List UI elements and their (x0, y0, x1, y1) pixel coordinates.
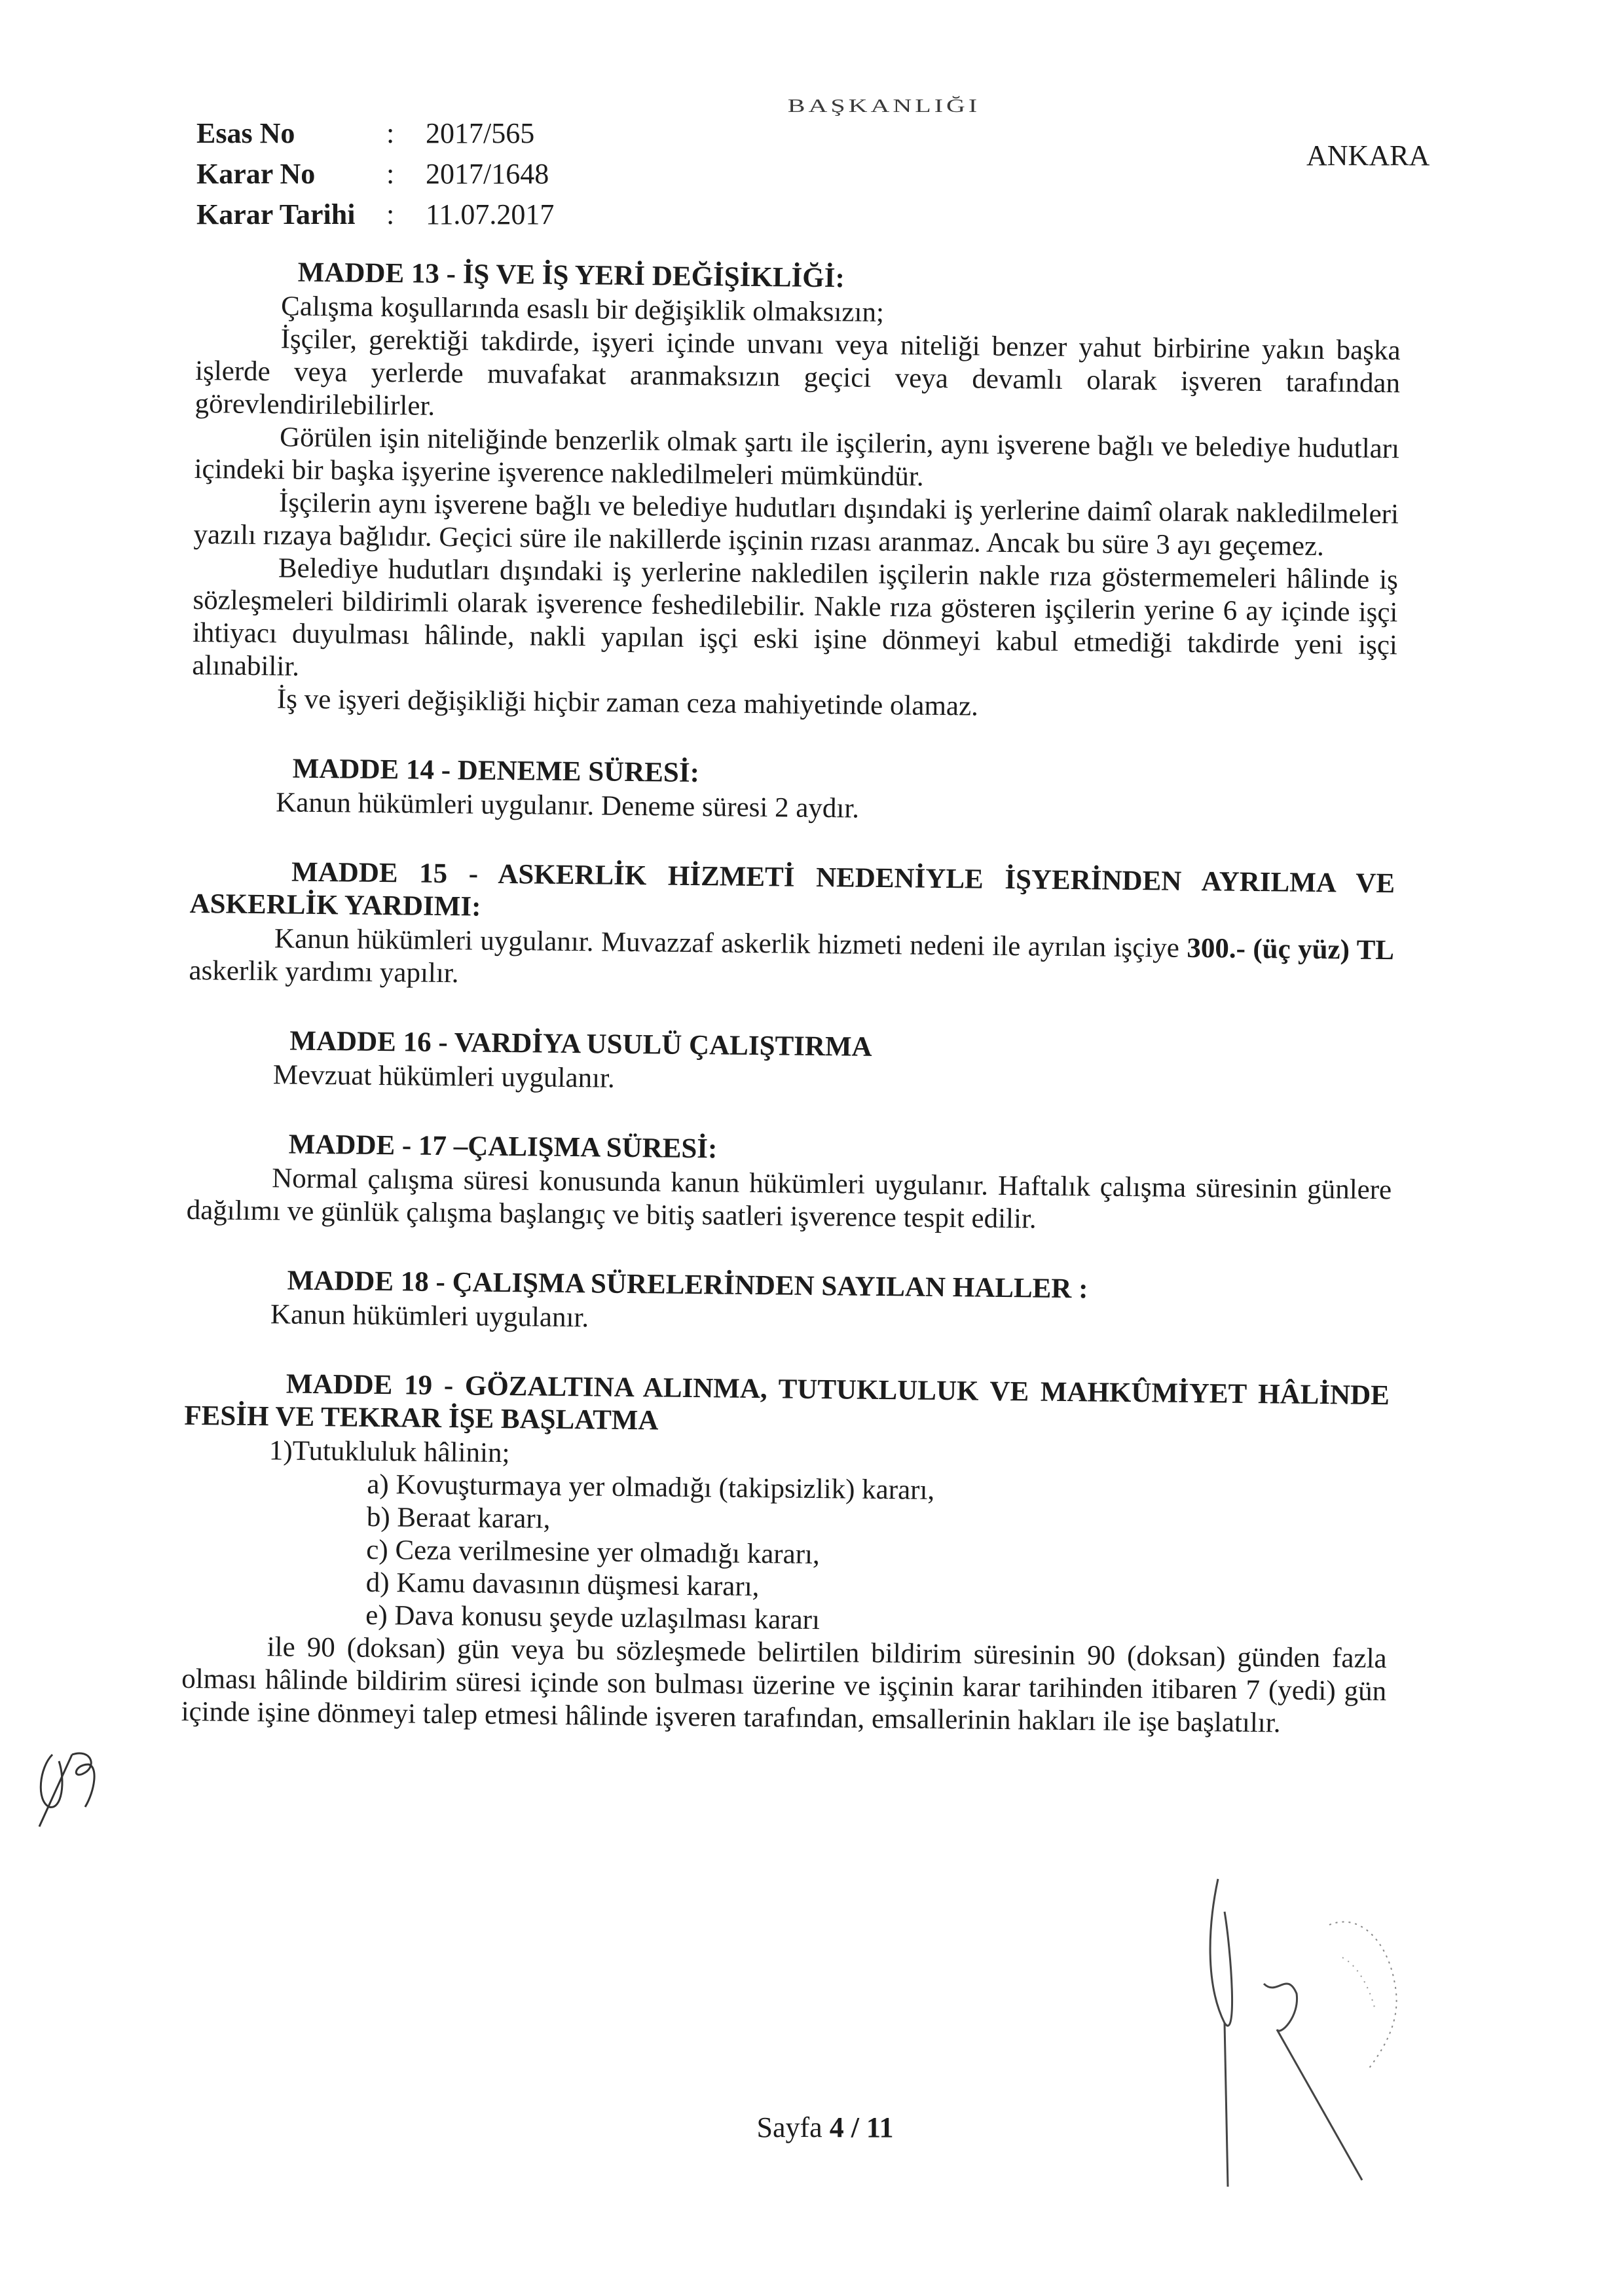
article-heading: MADDE 18 - ÇALIŞMA SÜRELERİNDEN SAYILAN HALLER : (287, 1265, 1088, 1305)
article-14 (191, 752, 1396, 831)
list-item: a) Kovuşturmaya yer olmadığı (takipsizlik) kararı, (367, 1468, 935, 1506)
meta-colon: : (386, 158, 395, 190)
article-13 (192, 255, 1401, 727)
meta-colon: : (386, 198, 395, 230)
paragraph: Çalışma koşullarında esaslı bir değişiklik olmaksızın; (280, 291, 885, 328)
case-meta (196, 117, 554, 238)
paragraph: Görülen işin niteliğinde benzerlik olmak şartı ile işçilerin, aynı işverene bağlı ve belediye hudutları içindeki bir başka işyerine işverence nakledilmeleri mümkündür. (194, 422, 1400, 492)
list-lead: 1)Tutukluluk hâlinin; (268, 1435, 510, 1469)
meta-value: 2017/565 (426, 117, 535, 149)
article-heading: MADDE 19 - GÖZALTINA ALINMA, TUTUKLULUK VE MAHKÛMİYET HÂLİNDE FESİH VE TEKRAR İŞE BAŞLATMA (184, 1368, 1390, 1436)
list-item: e) Dava konusu şeyde uzlaşılması kararı (365, 1599, 821, 1636)
article-19 (181, 1367, 1390, 1741)
paragraph: İşçiler, gerektiği takdirde, işyeri içinde unvanı veya niteliği benzer yahut birbirine yakın başka işlerde veya yerlerde muvafakat aranmaksızın geçici veya devamlı olarak işveren tarafından görevlendirilebilirler. (194, 323, 1401, 422)
paragraph: Mevzuat hükümleri uygulanır. (272, 1059, 615, 1094)
text-run: Kanun hükümleri uygulanır. Muvazzaf askerlik hizmeti nedeni ile ayrılan işçiye (274, 923, 1187, 964)
amount-bold: 300.- (üç yüz) TL (1187, 932, 1395, 966)
list-item: c) Ceza verilmesine yer olmadığı kararı, (366, 1534, 821, 1571)
list-item: d) Kamu davasının düşmesi kararı, (365, 1567, 760, 1603)
meta-value: 2017/1648 (426, 158, 549, 190)
meta-label: Karar Tarihi (196, 198, 356, 230)
article-17 (186, 1127, 1392, 1239)
text-run: askerlik yardımı yapılır. (189, 955, 459, 989)
paragraph (189, 922, 1394, 1000)
meta-label: Karar No (196, 158, 316, 190)
paragraph: Belediye hudutları dışındaki iş yerlerine nakledilen işçilerin nakle rıza göstermemeleri hâlinde iş sözleşmeleri bildirimli olarak işverence feshedilebilir. Nakle rıza gösteren işçilerin yerine 6 ay içinde işçi ihtiyacı duyulması hâlinde, nakli yapılan işçi eski işine dönmeyi kabul etmediği takdirde yeni işçi alınabilir. (192, 553, 1399, 682)
meta-label: Esas No (196, 117, 295, 149)
page-number (727, 2111, 923, 2144)
signature (1146, 1872, 1421, 2213)
agency-header: BAŞKANLIĞI (787, 95, 981, 117)
page-label: Sayfa (756, 2111, 822, 2143)
handwritten-initials (26, 1728, 111, 1833)
article-heading: MADDE 13 - İŞ VE İŞ YERİ DEĞİŞİKLİĞİ: (297, 257, 845, 294)
article-18 (185, 1264, 1391, 1343)
meta-row-esas (196, 117, 554, 157)
paragraph: Kanun hükümleri uygulanır. (270, 1299, 589, 1334)
article-heading: MADDE - 17 –ÇALIŞMA SÜRESİ: (288, 1129, 718, 1165)
meta-row-karar-tarihi (196, 198, 554, 238)
article-16 (188, 1024, 1393, 1103)
paragraph: İş ve işyeri değişikliği hiçbir zaman ceza mahiyetinde olamaz. (276, 683, 979, 722)
paragraph: ile 90 (doksan) gün veya bu sözleşmede belirtilen bildirim süresinin 90 (doksan) günden fazla olması hâlinde bildirim süresi içinde son bulması üzerine ve işçinin karar tarihinden itibaren 7 (yedi) gün içinde işine dönmeyi talep etmesi hâlinde işveren tarafından, emsallerinin hakları ile işe başlatılır. (181, 1631, 1387, 1739)
meta-row-karar (196, 157, 554, 198)
meta-colon: : (386, 117, 395, 149)
document-body (181, 255, 1401, 1777)
paragraph: Normal çalışma süresi konusunda kanun hükümleri uygulanır. Haftalık çalışma süresinin günlere dağılımı ve günlük çalışma başlangıç ve bitiş saatleri işverence tespit edilir. (186, 1163, 1392, 1235)
list-item: b) Beraat kararı, (366, 1501, 551, 1535)
paragraph: İşçilerin aynı işverene bağlı ve belediye hudutları dışındaki iş yerlerine daimî olarak nakledilmeleri yazılı rızaya bağlıdır. Geçici süre ile nakillerde işçinin rızası aranmaz. Ancak bu süre 3 ayı geçemez. (193, 487, 1399, 562)
article-heading: MADDE 15 - ASKERLİK HİZMETİ NEDENİYLE İŞYERİNDEN AYRILMA VE ASKERLİK YARDIMI: (189, 856, 1395, 922)
article-heading: MADDE 16 - VARDİYA USULÜ ÇALIŞTIRMA (289, 1025, 872, 1063)
article-heading: MADDE 14 - DENEME SÜRESİ: (292, 753, 700, 789)
paragraph: Kanun hükümleri uygulanır. Deneme süresi 2 aydır. (276, 787, 860, 824)
city-label: ANKARA (1306, 139, 1430, 172)
page-count: 4 / 11 (829, 2111, 894, 2143)
meta-value: 11.07.2017 (426, 198, 555, 230)
article-15 (189, 855, 1395, 1000)
